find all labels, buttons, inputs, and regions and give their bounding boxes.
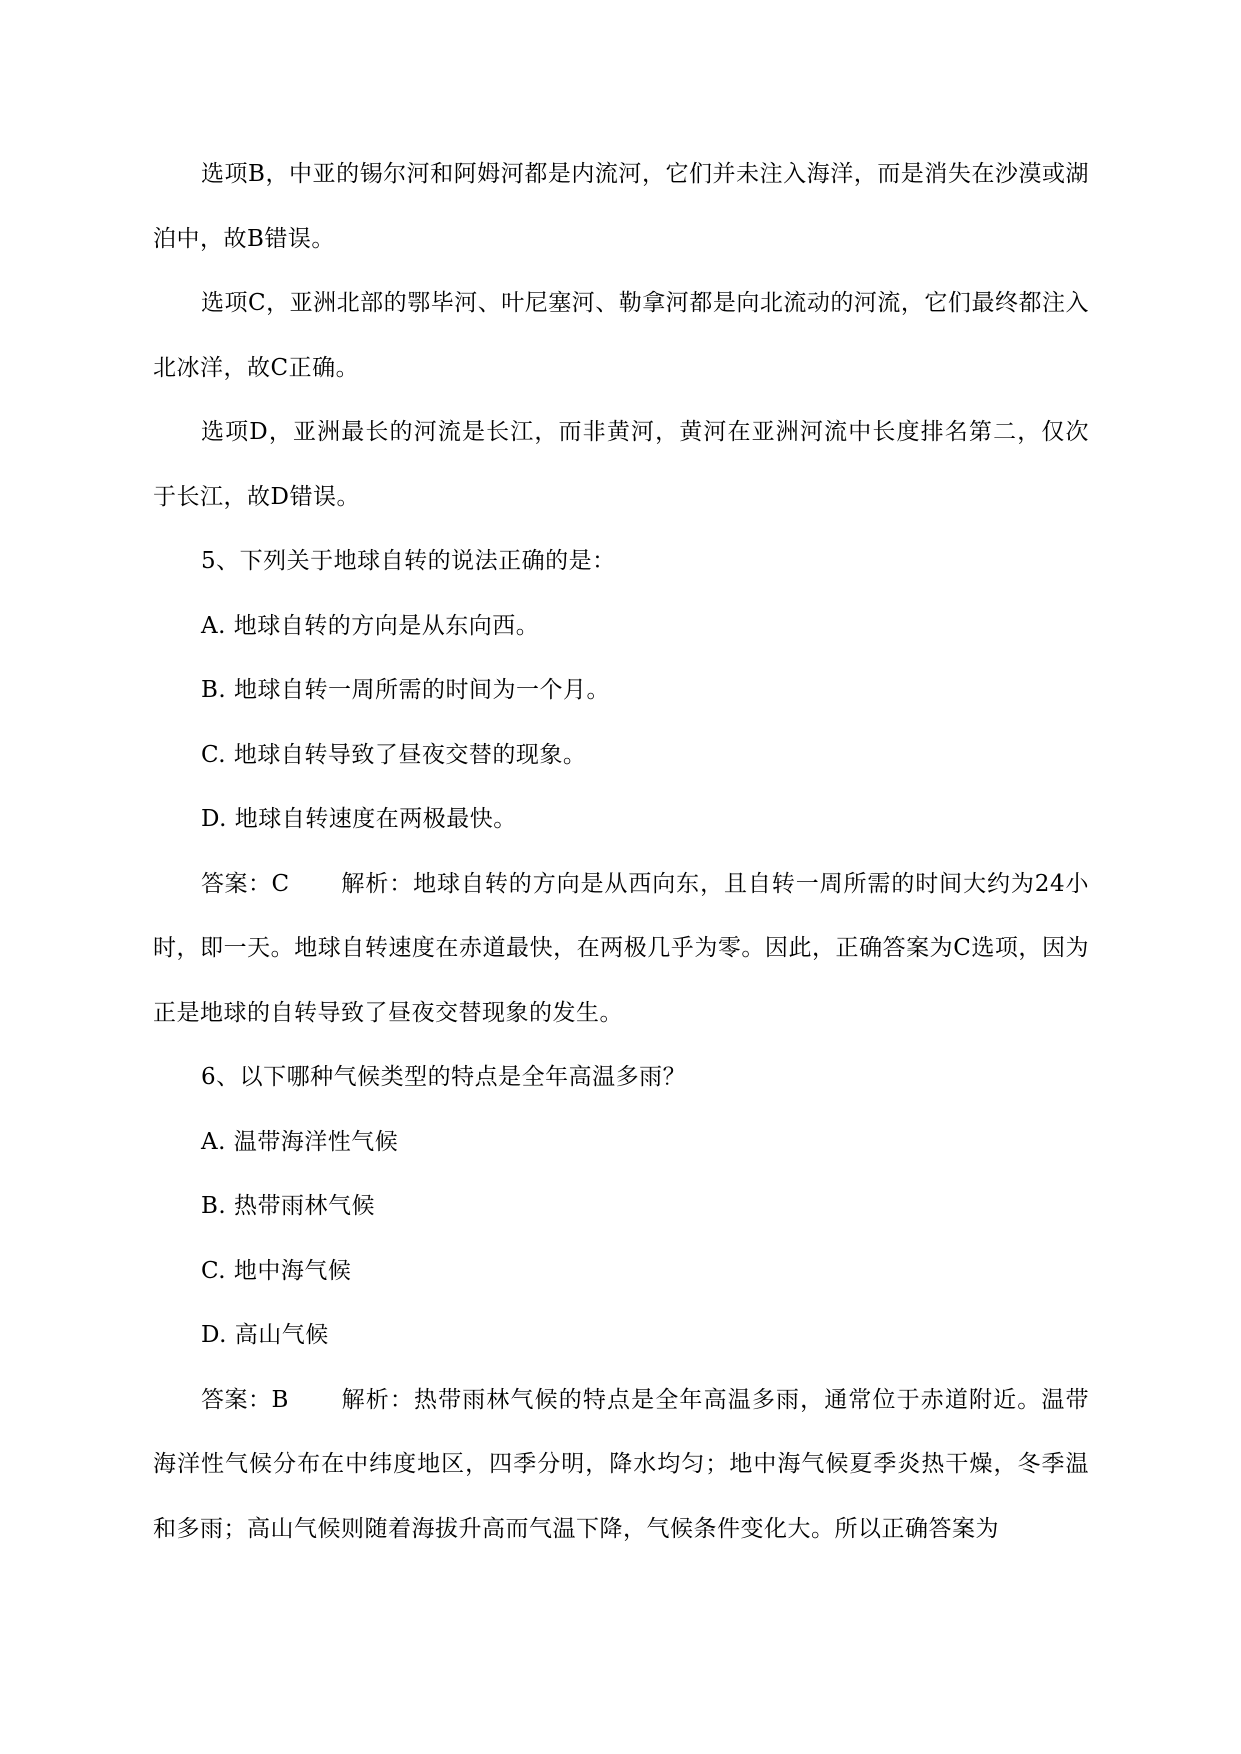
question-6-option-a: A. 温带海洋性气候 <box>201 1128 399 1155</box>
question-6-option-d: D. 高山气候 <box>201 1322 329 1348</box>
question-5-option-d: D. 地球自转速度在两极最快。 <box>201 806 517 832</box>
question-6-stem: 6、以下哪种气候类型的特点是全年高温多雨？ <box>201 1064 687 1090</box>
question-5-option-a: A. 地球自转的方向是从东向西。 <box>201 612 540 639</box>
question-6-option-b: B. 热带雨林气候 <box>201 1193 376 1219</box>
question-6-answer-label: 答案：B <box>201 1386 289 1413</box>
option-d-explanation: 选项D，亚洲最长的河流是长江，而非黄河，黄河在亚洲河流中长度排名第二，仅次于长江，故D错误。 <box>153 419 1089 510</box>
option-c-explanation: 选项C，亚洲北部的鄂毕河、叶尼塞河、勒拿河都是向北流动的河流，它们最终都注入北冰洋，故C正确。 <box>153 290 1089 381</box>
question-5-answer <box>153 852 1089 1046</box>
question-5-answer-label: 答案：C <box>201 870 290 897</box>
question-5-analysis: 解析：地球自转的方向是从西向东，且自转一周所需的时间大约为24小时，即一天。地球自转速度在赤道最快，在两极几乎为零。因此，正确答案为C选项，因为正是地球的自转导致了昼夜交替现象的发生。 <box>153 870 1089 1026</box>
option-b-explanation: 选项B，中亚的锡尔河和阿姆河都是内流河，它们并未注入海洋，而是消失在沙漠或湖泊中，故B错误。 <box>153 161 1089 252</box>
question-6-option-c: C. 地中海气候 <box>201 1257 352 1284</box>
question-5-option-b: B. 地球自转一周所需的时间为一个月。 <box>201 677 611 703</box>
question-5-stem: 5、下列关于地球自转的说法正确的是： <box>201 548 616 574</box>
question-6-answer <box>153 1368 1089 1562</box>
document-body <box>153 142 1089 1561</box>
question-6-analysis: 解析：热带雨林气候的特点是全年高温多雨，通常位于赤道附近。温带海洋性气候分布在中纬度地区，四季分明，降水均匀；地中海气候夏季炎热干燥，冬季温和多雨；高山气候则随着海拔升高而气温下降，气候条件变化大。所以正确答案为 <box>153 1386 1089 1542</box>
question-5-option-c: C. 地球自转导致了昼夜交替的现象。 <box>201 741 587 768</box>
